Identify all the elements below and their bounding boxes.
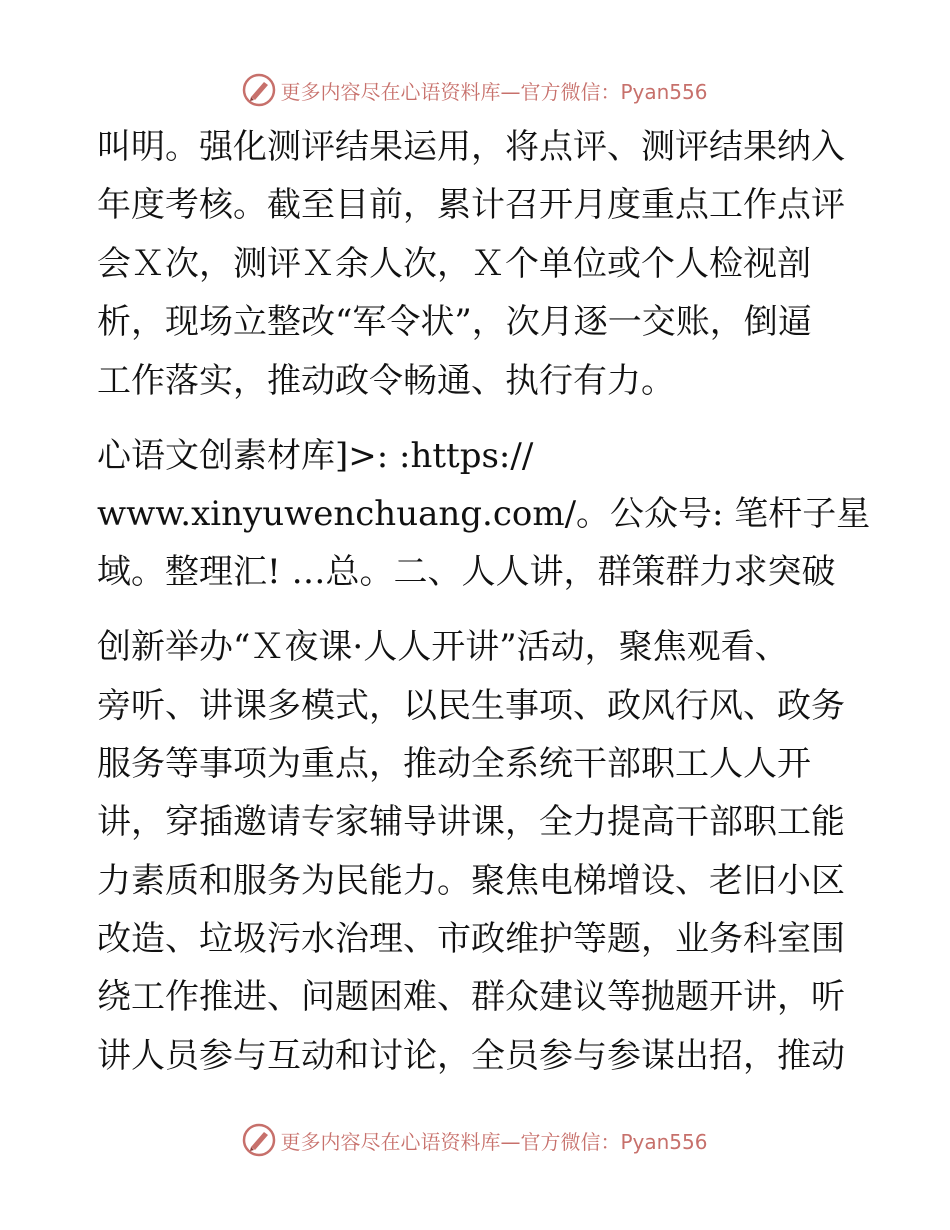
body-line: 域。整理汇! …总。二、人人讲，群策群力求突破 (97, 552, 836, 592)
body-line: 绕工作推进、问题困难、群众建议等抛题开讲，听 (97, 977, 845, 1017)
body-line: 叫明。强化测评结果运用，将点评、测评结果纳入 (97, 127, 845, 167)
pen-logo-icon (242, 1123, 276, 1157)
banner-text: 更多内容尽在心语资料库—官方微信：Pyan556 (280, 1129, 708, 1154)
body-line: 心语文创素材库]>: :https:// (97, 436, 534, 476)
body-line: 创新举办“Ｘ夜课·人人开讲”活动，聚焦观看、 (97, 627, 789, 667)
body-line: 力素质和服务为民能力。聚焦电梯增设、老旧小区 (97, 861, 845, 901)
banner-text: 更多内容尽在心语资料库—官方微信：Pyan556 (280, 79, 708, 104)
body-line: 改造、垃圾污水治理、市政维护等题，业务科室围 (97, 919, 845, 959)
body-line: 讲，穿插邀请专家辅导讲课，全力提高干部职工能 (97, 802, 845, 842)
body-line: 析，现场立整改“军令状”，次月逐一交账，倒逼 (97, 302, 812, 342)
body-line: 服务等事项为重点，推动全系统干部职工人人开 (97, 744, 811, 784)
body-line: www.xinyuwenchuang.com/。公众号: 笔杆子星 (97, 494, 871, 534)
body-line: 年度考核。截至目前，累计召开月度重点工作点评 (97, 185, 845, 225)
pen-logo-icon (242, 73, 276, 107)
header-banner (0, 70, 950, 110)
body-line: 旁听、讲课多模式，以民生事项、政风行风、政务 (97, 686, 845, 726)
body-line: 会Ｘ次，测评Ｘ余人次，Ｘ个单位或个人检视剖 (97, 244, 811, 284)
footer-banner (0, 1120, 950, 1160)
body-line: 讲人员参与互动和讨论，全员参与参谋出招，推动 (97, 1036, 845, 1076)
body-line: 工作落实，推动政令畅通、执行有力。 (97, 361, 675, 401)
